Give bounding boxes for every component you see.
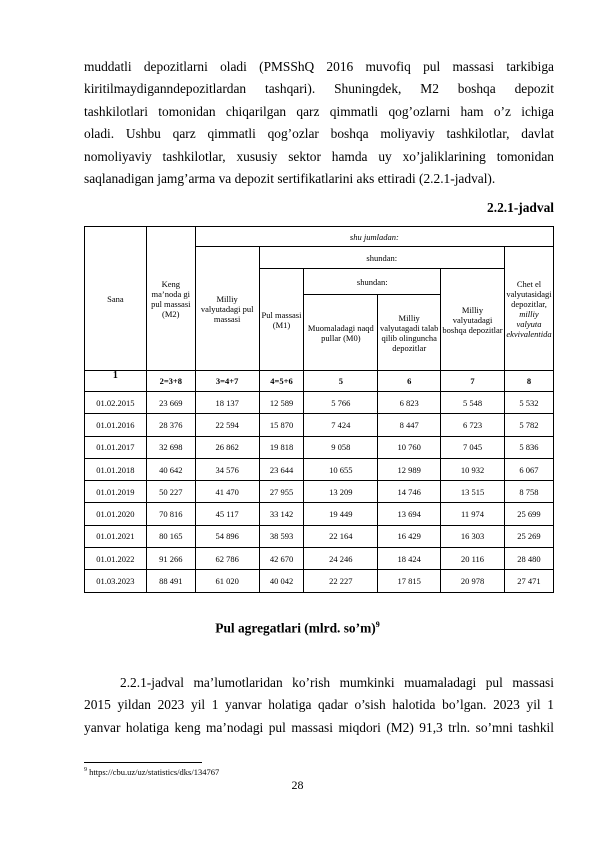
header-m1: Pul massasi (M1) [259,269,304,371]
value-cell: 62 786 [195,548,259,570]
value-cell: 33 142 [259,503,304,525]
value-cell: 17 815 [378,570,441,592]
header-foreign-italic: milliy valyuta ekvivalentida [506,308,552,339]
text-line: tashkilotlari tomonidan chiqarilgan qarz qimmatli qog’ozlarni ham o’z ichiga [84,103,554,119]
table-row [85,525,554,547]
header-m0: Muomaladagi naqd pullar (M0) [304,295,378,371]
value-cell: 22 227 [304,570,378,592]
date-cell: 01.01.2022 [85,548,147,570]
value-cell: 22 164 [304,525,378,547]
header-sana: Sana [85,227,147,371]
text-line: nomoliyaviy tashkilotlar, xususiy sektor hamda uy xo’jaliklarining tomonidan [84,148,554,164]
date-cell: 01.02.2015 [85,392,147,414]
header-shu-jumladan: shu jumladan: [195,227,553,247]
value-cell: 40 042 [259,570,304,592]
value-cell: 7 045 [441,436,505,458]
value-cell: 28 480 [504,548,553,570]
value-cell: 80 165 [146,525,195,547]
column-number: 2=3+8 [146,371,195,392]
table-row [85,570,554,592]
table-row [85,481,554,503]
footnote-link[interactable]: https://cbu.uz/uz/statistics/dks/134767 [87,767,220,777]
column-number-row [85,371,554,392]
value-cell: 22 594 [195,414,259,436]
table-row [85,436,554,458]
footnote [84,767,219,777]
value-cell: 14 746 [378,481,441,503]
value-cell: 54 896 [195,525,259,547]
value-cell: 12 989 [378,458,441,480]
value-cell: 16 303 [441,525,505,547]
value-cell: 5 766 [304,392,378,414]
text-line: oladi. Ushbu qarz qimmatli qog’ozlar boshqa moliyaviy tashkilotlar, davlat [84,126,554,142]
value-cell: 61 020 [195,570,259,592]
text-line: kiritilmaydiganndepozitlardan tashqari). Shuningdek, M2 boshqa depozit [84,81,554,97]
value-cell: 9 058 [304,436,378,458]
value-cell: 18 424 [378,548,441,570]
paragraph-intro [84,56,554,190]
value-cell: 6 723 [441,414,505,436]
value-cell: 5 548 [441,392,505,414]
caption-footnote-mark: 9 [375,620,380,629]
column-number: 8 [504,371,553,392]
column-number: 7 [441,371,505,392]
text-line: yanvar holatiga keng ma’nodagi pul massasi miqdori (M2) 91,3 trln. so’mni tashkil [84,719,554,735]
value-cell: 25 699 [504,503,553,525]
table-row [85,548,554,570]
header-other-deposits: Milliy valyutadagi boshqa depozitlar [441,269,505,371]
column-number: 4=5+6 [259,371,304,392]
header-m2: Keng ma’noda gi pul massasi (M2) [146,227,195,371]
value-cell: 18 137 [195,392,259,414]
column-number: 6 [378,371,441,392]
value-cell: 25 269 [504,525,553,547]
footnote-mark: 9 [84,767,87,774]
value-cell: 7 424 [304,414,378,436]
value-cell: 10 760 [378,436,441,458]
paragraph-analysis [84,672,554,739]
value-cell: 12 589 [259,392,304,414]
value-cell: 16 429 [378,525,441,547]
value-cell: 40 642 [146,458,195,480]
value-cell: 32 698 [146,436,195,458]
column-number: 3=4+7 [195,371,259,392]
value-cell: 8 758 [504,481,553,503]
footnote-divider [84,762,202,763]
date-cell: 01.01.2019 [85,481,147,503]
value-cell: 27 955 [259,481,304,503]
value-cell: 13 694 [378,503,441,525]
value-cell: 70 816 [146,503,195,525]
value-cell: 13 209 [304,481,378,503]
value-cell: 91 266 [146,548,195,570]
value-cell: 42 670 [259,548,304,570]
value-cell: 26 862 [195,436,259,458]
value-cell: 20 116 [441,548,505,570]
value-cell: 27 471 [504,570,553,592]
header-shundan: shundan: [259,247,504,269]
date-cell: 01.01.2020 [85,503,147,525]
value-cell: 11 974 [441,503,505,525]
table-caption [0,620,595,636]
date-cell: 01.01.2016 [85,414,147,436]
value-cell: 6 067 [504,458,553,480]
value-cell: 5 532 [504,392,553,414]
column-number: 1 [85,371,147,392]
value-cell: 10 655 [304,458,378,480]
column-number: 5 [304,371,378,392]
value-cell: 24 246 [304,548,378,570]
header-demand-deposits: Milliy valyutagadi talab qilib olinguncha depozitlar [378,295,441,371]
text-line: 2015 yildan 2023 yil 1 yanvar holatiga qadar o’sish halotida bo’lgan. 2023 yil 1 [84,697,554,713]
table-row [85,503,554,525]
value-cell: 34 576 [195,458,259,480]
page-number: 28 [291,778,304,792]
value-cell: 19 818 [259,436,304,458]
money-aggregates-table [84,226,554,593]
date-cell: 01.01.2021 [85,525,147,547]
value-cell: 6 823 [378,392,441,414]
date-cell: 01.01.2017 [85,436,147,458]
header-foreign-currency [504,247,553,371]
value-cell: 5 782 [504,414,553,436]
value-cell: 19 449 [304,503,378,525]
value-cell: 38 593 [259,525,304,547]
value-cell: 45 117 [195,503,259,525]
table-row [85,458,554,480]
value-cell: 41 470 [195,481,259,503]
value-cell: 15 870 [259,414,304,436]
value-cell: 28 376 [146,414,195,436]
caption-text: Pul agregatlari (mlrd. so’m) [215,620,376,636]
text-line: 2.2.1-jadval ma’lumotlaridan ko’rish mumkinki muamaladagi pul massasi [120,675,554,690]
table-label: 2.2.1-jadval [487,200,554,215]
value-cell: 10 932 [441,458,505,480]
value-cell: 8 447 [378,414,441,436]
date-cell: 01.03.2023 [85,570,147,592]
table-row [85,392,554,414]
table-row [85,414,554,436]
value-cell: 23 669 [146,392,195,414]
header-foreign-text: Chet el valyutasidagi depozitlar, [506,278,552,309]
date-cell: 01.01.2018 [85,458,147,480]
text-line: muddatli depozitlarni oladi (PMSShQ 2016 muvofiq pul massasi tarkibiga [84,59,554,74]
value-cell: 50 227 [146,481,195,503]
text-line: saqlanadigan jamg’arma va depozit sertifikatlarini aks ettiradi (2.2.1-jadval). [84,171,496,187]
value-cell: 5 836 [504,436,553,458]
value-cell: 20 978 [441,570,505,592]
value-cell: 88 491 [146,570,195,592]
value-cell: 23 644 [259,458,304,480]
header-national-currency: Milliy valyutadagi pul massasi [195,247,259,371]
value-cell: 13 515 [441,481,505,503]
header-shundan-sub: shundan: [304,269,441,295]
